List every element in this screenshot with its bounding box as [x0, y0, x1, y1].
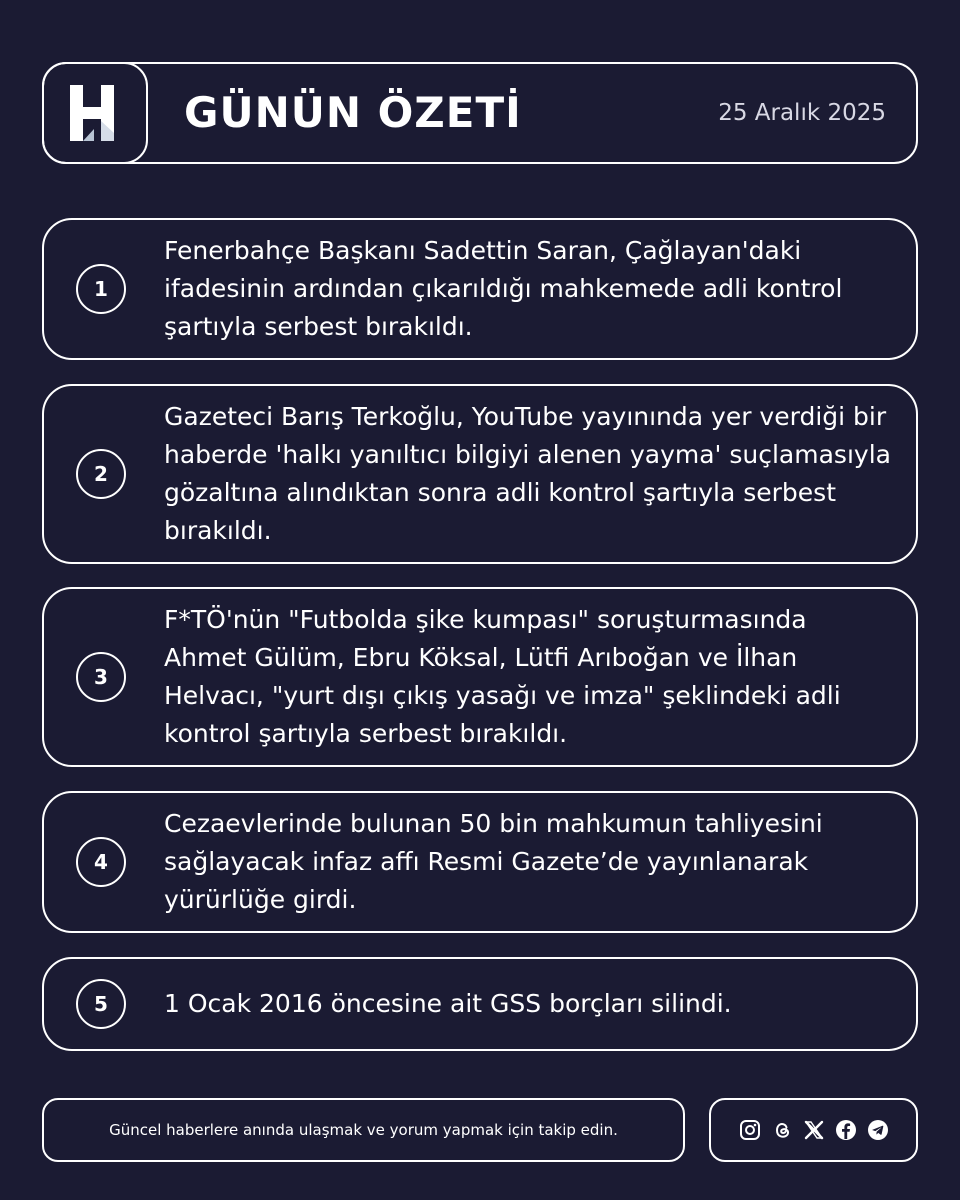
- list-item: [42, 791, 918, 933]
- page-title: GÜNÜN ÖZETİ: [184, 88, 522, 137]
- item-number: 1: [76, 264, 126, 314]
- telegram-icon[interactable]: [866, 1118, 890, 1142]
- list-item: [42, 957, 918, 1051]
- list-item: [42, 218, 918, 360]
- item-number: 3: [76, 652, 126, 702]
- social-links: [709, 1098, 918, 1162]
- item-text: Fenerbahçe Başkanı Sadettin Saran, Çağlayan'daki ifadesinin ardından çıkarıldığı mahkemede adli kontrol şartıyla serbest bırakıldı.: [164, 236, 843, 341]
- header: [42, 62, 918, 164]
- item-text: F*TÖ'nün "Futbolda şike kumpası" soruşturmasında Ahmet Gülüm, Ebru Köksal, Lütfi Arıboğan ve İlhan Helvacı, "yurt dışı çıkış yasağı ve imza" şeklindeki adli kontrol şartıyla serbest bırakıldı.: [164, 605, 841, 748]
- item-number: 5: [76, 979, 126, 1029]
- facebook-icon[interactable]: [834, 1118, 858, 1142]
- logo: [42, 62, 148, 164]
- item-text: Gazeteci Barış Terkoğlu, YouTube yayınında yer verdiği bir haberde 'halkı yanıltıcı bilgiyi alenen yayma' suçlamasıyla gözaltına alındıktan sonra adli kontrol şartıyla serbest bırakıldı.: [164, 402, 891, 545]
- x-icon[interactable]: [802, 1118, 826, 1142]
- h-logo-icon: [70, 85, 120, 141]
- item-text: Cezaevlerinde bulunan 50 bin mahkumun tahliyesini sağlayacak infaz affı Resmi Gazete’de yayınlanarak yürürlüğe girdi.: [164, 809, 823, 914]
- item-number: 2: [76, 449, 126, 499]
- threads-icon[interactable]: [770, 1118, 794, 1142]
- list-item: [42, 384, 918, 564]
- item-number: 4: [76, 837, 126, 887]
- item-text: 1 Ocak 2016 öncesine ait GSS borçları silindi.: [164, 989, 732, 1018]
- list-item: [42, 587, 918, 767]
- date-label: 25 Aralık 2025: [718, 100, 886, 126]
- follow-note: Güncel haberlere anında ulaşmak ve yorum yapmak için takip edin.: [42, 1098, 685, 1162]
- instagram-icon[interactable]: [738, 1118, 762, 1142]
